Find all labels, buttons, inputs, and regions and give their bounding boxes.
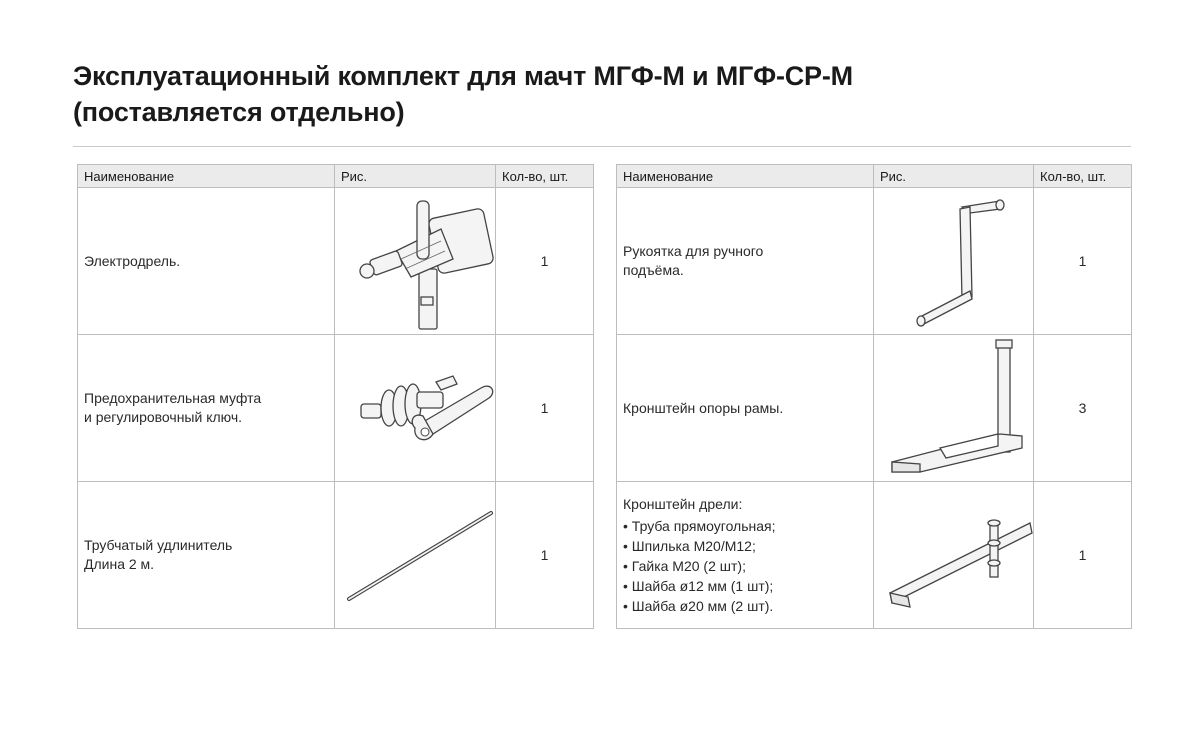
title-divider xyxy=(73,146,1131,147)
item-name-line: подъёма. xyxy=(623,262,684,278)
item-picture xyxy=(874,335,1034,482)
component-item: • Гайка М20 (2 шт); xyxy=(623,556,867,576)
safety-clutch-and-wrench-icon xyxy=(341,336,499,480)
item-name-line: Кронштейн опоры рамы. xyxy=(623,399,784,416)
table-row xyxy=(78,335,594,482)
item-quantity: 3 xyxy=(1034,335,1132,482)
item-name xyxy=(617,335,874,482)
header-name: Наименование xyxy=(617,165,874,188)
page-title xyxy=(73,58,1133,130)
page-title-line-1: Эксплуатационный комплект для мачт МГФ-М и МГФ-СР-М xyxy=(73,61,853,91)
left-equipment-table xyxy=(77,164,594,629)
item-quantity: 1 xyxy=(496,335,594,482)
item-picture xyxy=(335,482,496,629)
item-name xyxy=(78,335,335,482)
header-qty: Кол-во, шт. xyxy=(496,165,594,188)
header-pic: Рис. xyxy=(335,165,496,188)
item-picture xyxy=(335,188,496,335)
header-pic: Рис. xyxy=(874,165,1034,188)
table-header-row xyxy=(617,165,1132,188)
component-item: • Шайба ø12 мм (1 шт); xyxy=(623,576,867,596)
header-qty: Кол-во, шт. xyxy=(1034,165,1132,188)
hand-crank-icon xyxy=(880,189,1038,333)
right-equipment-table xyxy=(616,164,1132,629)
table-row xyxy=(78,482,594,629)
item-name-line: Кронштейн дрели: xyxy=(623,495,743,512)
table-row xyxy=(617,482,1132,629)
item-quantity: 1 xyxy=(496,482,594,629)
table-header-row xyxy=(78,165,594,188)
item-name-line: Длина 2 м. xyxy=(84,556,155,572)
component-list xyxy=(623,516,867,616)
electric-drill-icon xyxy=(341,189,499,333)
page-title-line-2: (поставляется отдельно) xyxy=(73,97,405,127)
drill-bracket-icon xyxy=(880,483,1038,627)
item-name xyxy=(78,482,335,629)
component-item: • Труба прямоугольная; xyxy=(623,516,867,536)
item-name-line: Электродрель. xyxy=(84,252,181,269)
tubular-extension-icon xyxy=(341,483,499,627)
component-item: • Шайба ø20 мм (2 шт). xyxy=(623,596,867,616)
item-name xyxy=(78,188,335,335)
header-name: Наименование xyxy=(78,165,335,188)
item-name-line: Предохранительная муфта xyxy=(84,390,262,406)
item-name-line: Трубчатый удлинитель xyxy=(84,537,233,553)
item-picture xyxy=(874,482,1034,629)
component-item: • Шпилька М20/М12; xyxy=(623,536,867,556)
item-quantity: 1 xyxy=(1034,188,1132,335)
item-name xyxy=(617,482,874,629)
item-name xyxy=(617,188,874,335)
table-row xyxy=(78,188,594,335)
table-row xyxy=(617,188,1132,335)
item-name-line: и регулировочный ключ. xyxy=(84,409,243,425)
frame-support-bracket-icon xyxy=(880,336,1038,480)
item-quantity: 1 xyxy=(496,188,594,335)
table-row xyxy=(617,335,1132,482)
item-name-line: Рукоятка для ручного xyxy=(623,243,764,259)
item-picture xyxy=(335,335,496,482)
item-picture xyxy=(874,188,1034,335)
item-quantity: 1 xyxy=(1034,482,1132,629)
